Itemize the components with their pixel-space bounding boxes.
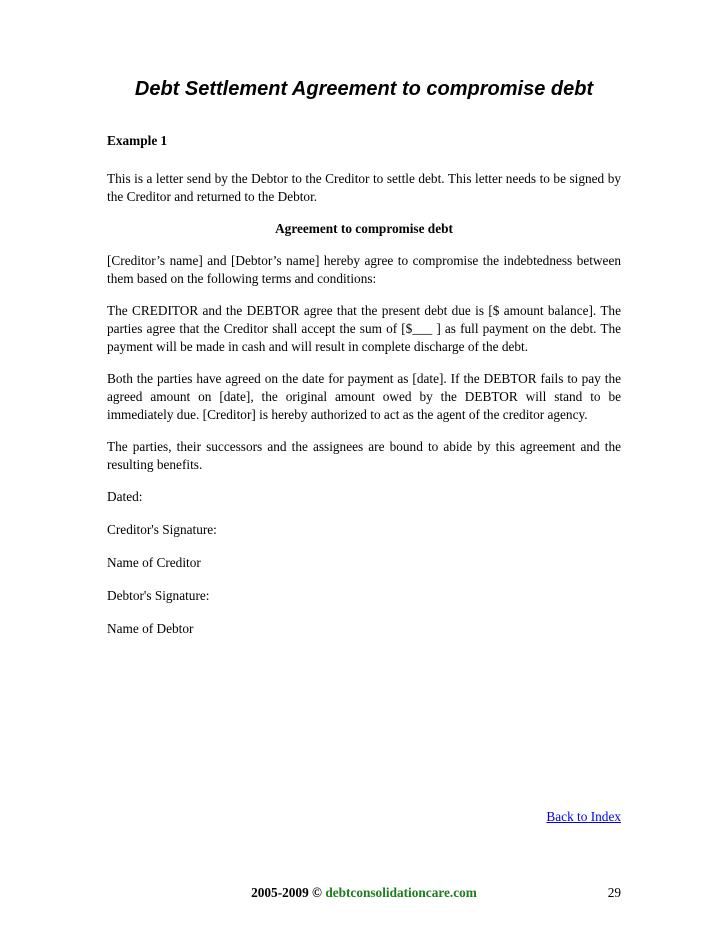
document-body	[107, 132, 621, 653]
terms-paragraph-binding: The parties, their successors and the assignees are bound to abide by this agreement and the resulting benefits.	[107, 439, 621, 472]
debtor-signature-field: Debtor's Signature:	[107, 588, 210, 603]
creditor-name-field: Name of Creditor	[107, 555, 201, 570]
debtor-name-field: Name of Debtor	[107, 621, 194, 636]
terms-paragraph-amount: The CREDITOR and the DEBTOR agree that the present debt due is [$ amount balance]. The parties agree that the Creditor shall accept the sum of [$___ ] as full payment on the debt. The payment will be made in cash and will result in complete discharge of the debt.	[107, 303, 621, 354]
back-to-index-link[interactable]: Back to Index	[546, 809, 621, 824]
agreement-heading: Agreement to compromise debt	[275, 221, 453, 236]
example-heading: Example 1	[107, 133, 168, 148]
terms-paragraph-date: Both the parties have agreed on the date for payment as [date]. If the DEBTOR fails to pay the agreed amount on [date], the original amount owed by the DEBTOR will stand to be immediately due. [Creditor] is hereby authorized to act as the agent of the creditor agency.	[107, 371, 621, 422]
page-title: Debt Settlement Agreement to compromise debt	[134, 78, 594, 100]
page-number: 29	[607, 885, 621, 900]
terms-paragraph-parties: [Creditor’s name] and [Debtor’s name] hereby agree to compromise the indebtedness between them based on the following terms and conditions:	[107, 253, 621, 286]
copyright-text: 2005-2009 ©	[251, 885, 322, 900]
page-footer	[107, 884, 621, 902]
footer-copyright	[107, 884, 621, 902]
intro-paragraph: This is a letter send by the Debtor to the Creditor to settle debt. This letter needs to be signed by the Creditor and returned to the Debtor.	[107, 171, 621, 204]
site-name: debtconsolidationcare.com	[325, 885, 477, 900]
dated-field: Dated:	[107, 489, 143, 504]
creditor-signature-field: Creditor's Signature:	[107, 522, 217, 537]
